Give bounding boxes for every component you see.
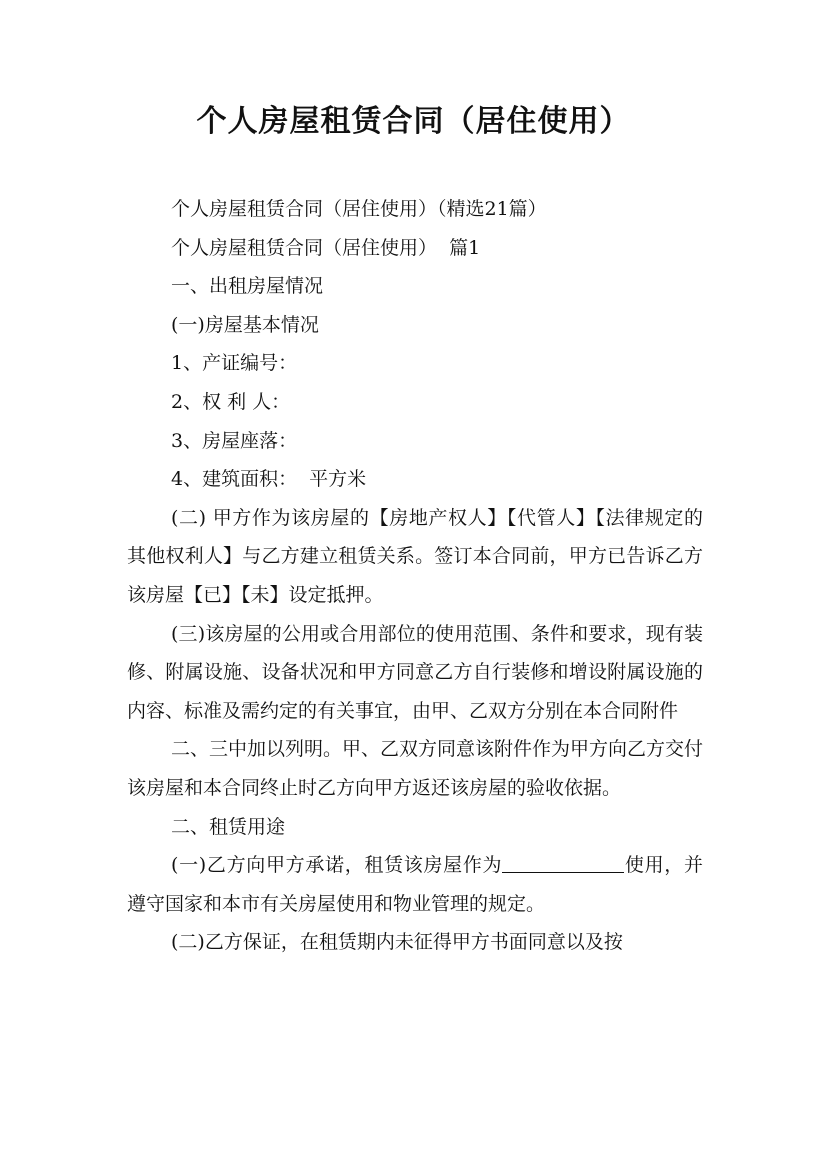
section-heading: 二、租赁用途 [171, 815, 286, 838]
paragraph: (二)乙方保证，在租赁期内未征得甲方书面同意以及按 [171, 931, 623, 954]
paragraph [127, 846, 703, 923]
document-title: 个人房屋租赁合同（居住使用） [196, 104, 631, 139]
paragraph: (三)该房屋的公用或合用部位的使用范围、条件和要求，现有装修、附属设施、设备状况和甲方同意乙方自行装修和增设附属设施的内容、标准及需约定的有关事宜，由甲、乙双方分别在本合同附件 [127, 622, 703, 722]
list-item: 1、产证编号： [171, 352, 298, 375]
list-item: 4、建筑面积： 平方米 [171, 468, 367, 491]
paragraph: 个人房屋租赁合同（居住使用） 篇1 [171, 236, 481, 259]
list-item: 2、权 利 人： [171, 390, 291, 413]
paragraph: 二、三中加以列明。甲、乙双方同意该附件作为甲方向乙方交付该房屋和本合同终止时乙方向甲方返还该房屋的验收依据。 [127, 738, 704, 799]
paragraph: (二) 甲方作为该房屋的【房地产权人】【代管人】【法律规定的其他权利人】与乙方建立租赁关系。签订本合同前，甲方已告诉乙方该房屋【已】【未】设定抵押。 [127, 506, 703, 606]
list-item: 3、房屋座落： [171, 429, 298, 452]
subsection-heading: (一)房屋基本情况 [171, 313, 319, 336]
paragraph-text: (一)乙方向甲方承诺，租赁该房屋作为 [171, 854, 503, 877]
section-heading: 一、出租房屋情况 [171, 275, 324, 298]
paragraph: 个人房屋租赁合同（居住使用）（精选21篇） [171, 198, 547, 220]
document-body [127, 190, 703, 962]
paragraph-text: 使用，并遵守国家和本市有关房屋使用和物业管理的规定。 [127, 854, 703, 915]
fill-in-blank [502, 850, 624, 873]
